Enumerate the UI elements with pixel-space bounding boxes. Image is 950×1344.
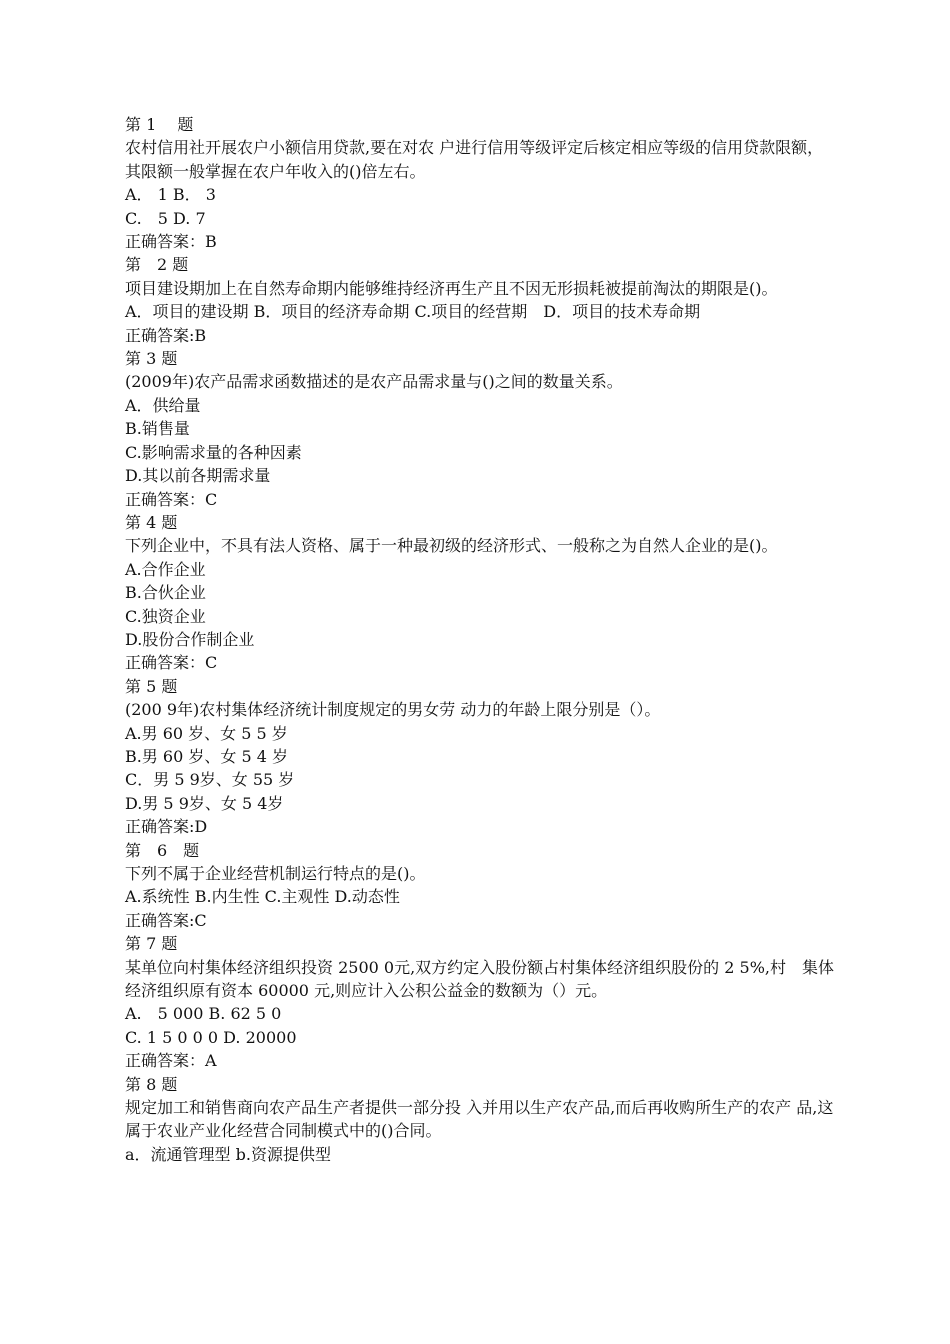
- question-stem: 下列不属于企业经营机制运行特点的是()。: [125, 864, 426, 883]
- question-header: 第 3 题: [125, 349, 178, 369]
- question-5: [125, 675, 835, 839]
- question-option: C. 1 5 0 0 0 D. 20000: [125, 1027, 297, 1047]
- question-1: [125, 113, 835, 253]
- question-header: 第 6 题: [125, 840, 200, 860]
- question-header: 第 5 题: [125, 676, 178, 696]
- question-option: A． 1 B． 3: [125, 185, 216, 205]
- question-answer: 正确答案：C: [125, 653, 218, 673]
- question-answer: 正确答案:C: [125, 910, 207, 930]
- question-option: D.其以前各期需求量: [125, 466, 271, 486]
- question-4: [125, 511, 835, 675]
- question-option: C. 5 D. 7: [125, 208, 206, 228]
- question-header: 第 7 题: [125, 934, 178, 954]
- question-option: A.男 60 岁、女 5 5 岁: [125, 723, 288, 743]
- question-stem: 规定加工和销售商向农产品生产者提供一部分投 入并用以生产农产品,而后再收购所生产的农产 品,这属于农业产业化经营合同制模式中的()合同。: [125, 1098, 834, 1141]
- question-answer: 正确答案：C: [125, 489, 218, 509]
- question-stem: 下列企业中，不具有法人资格、属于一种最初级的经济形式、一般称之为自然人企业的是()。: [125, 536, 778, 556]
- document-page: [125, 113, 835, 1166]
- question-stem: (200 9年)农村集体经济统计制度规定的男女劳 动力的年龄上限分别是（）。: [125, 700, 661, 720]
- question-header: 第 4 题: [125, 512, 178, 532]
- question-6: [125, 839, 835, 933]
- question-option: A.系统性 B.内生性 C.主观性 D.动态性: [125, 887, 400, 907]
- question-option: a．流通管理型 b.资源提供型: [125, 1144, 331, 1164]
- question-option: C.独资企业: [125, 606, 206, 626]
- question-header: 第 2 题: [125, 255, 189, 275]
- question-7: [125, 932, 835, 1072]
- question-option: A. 5 000 B. 62 5 0: [125, 1004, 282, 1024]
- question-stem: 某单位向村集体经济组织投资 2500 0元,双方约定入股份额占村集体经济组织股份的 2 5%,村 集体经济组织原有资本 60000 元,则应计入公积公益金的数额为（）元。: [125, 957, 834, 1001]
- question-stem: (2009年)农产品需求函数描述的是农产品需求量与()之间的数量关系。: [125, 372, 623, 392]
- question-option: D.男 5 9岁、女 5 4岁: [125, 793, 284, 813]
- question-option: C．男 5 9岁、女 55 岁: [125, 770, 295, 790]
- question-option: D.股份合作制企业: [125, 629, 255, 649]
- question-8: [125, 1073, 835, 1167]
- question-header: 第 1 题: [125, 115, 194, 134]
- question-option: A．项目的建设期 B．项目的经济寿命期 C.项目的经营期 D．项目的技术寿命期: [125, 302, 701, 322]
- question-2: [125, 253, 835, 347]
- question-option: B.男 60 岁、女 5 4 岁: [125, 746, 288, 766]
- question-answer: 正确答案:B: [125, 325, 207, 345]
- question-answer: 正确答案:D: [125, 817, 208, 837]
- question-answer: 正确答案：B: [125, 232, 217, 252]
- question-header: 第 8 题: [125, 1074, 178, 1094]
- question-stem: 农村信用社开展农户小额信用贷款,要在对农 户进行信用等级评定后核定相应等级的信用贷款限额，其限额一般掌握在农户年收入的()倍左右。: [125, 138, 824, 181]
- question-option: A.合作企业: [125, 559, 206, 579]
- question-option: C.影响需求量的各种因素: [125, 442, 302, 462]
- question-stem: 项目建设期加上在自然寿命期内能够维持经济再生产且不因无形损耗被提前淘汰的期限是()。: [125, 278, 778, 298]
- question-option: B.合伙企业: [125, 583, 206, 603]
- question-option: B.销售量: [125, 419, 190, 439]
- question-answer: 正确答案：A: [125, 1051, 217, 1071]
- question-3: [125, 347, 835, 511]
- question-option: A．供给量: [125, 395, 201, 415]
